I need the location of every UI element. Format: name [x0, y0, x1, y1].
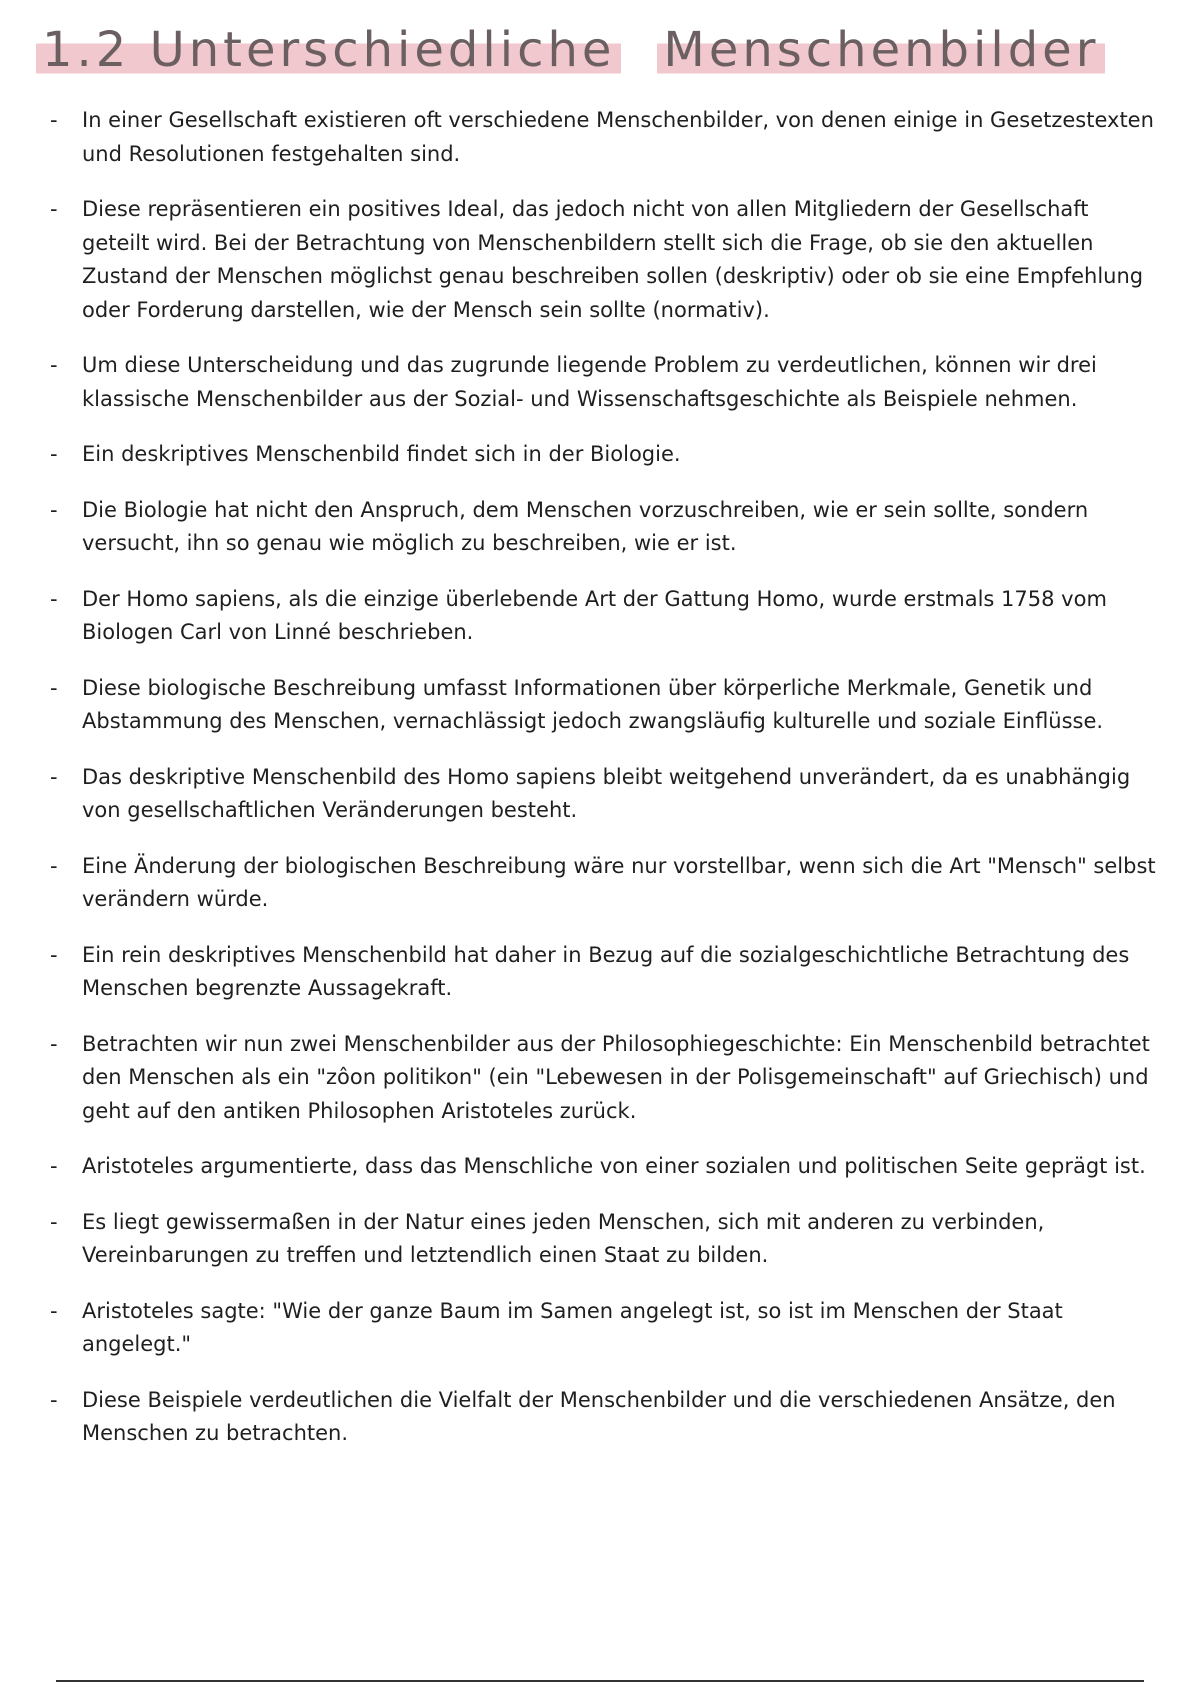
title-part-1: 1.2 Unterschiedliche	[36, 22, 621, 78]
bullet-dash: -	[50, 1298, 58, 1323]
bullet-dash: -	[50, 1387, 58, 1412]
bottom-divider	[56, 1680, 1144, 1682]
title-part-2: Menschenbilder	[657, 22, 1105, 78]
bullet-dash: -	[50, 1031, 58, 1056]
list-item	[50, 438, 1160, 472]
list-item	[50, 1206, 1160, 1273]
list-item-text: Aristoteles argumentierte, dass das Menschliche von einer sozialen und politischen Seite geprägt ist.	[82, 1154, 1146, 1178]
list-item	[50, 1028, 1160, 1129]
list-item-text: Diese Beispiele verdeutlichen die Vielfalt der Menschenbilder und die verschiedenen Ansätze, den Menschen zu betrachten.	[82, 1387, 1116, 1445]
bullet-dash: -	[50, 1154, 58, 1178]
list-item	[50, 1384, 1160, 1451]
list-item	[50, 494, 1160, 561]
list-item	[50, 672, 1160, 739]
list-item	[50, 104, 1160, 171]
bullet-dash: -	[50, 197, 58, 221]
list-item-text: Das deskriptive Menschenbild des Homo sapiens bleibt weitgehend unverändert, da es unabhängig von gesellschaftlichen Veränderungen besteht.	[82, 764, 1131, 822]
list-item	[50, 1295, 1160, 1362]
list-item-text: Eine Änderung der biologischen Beschreibung wäre nur vorstellbar, wenn sich die Art "Mensch" selbst verändern würde.	[82, 853, 1156, 911]
list-item-text: Um diese Unterscheidung und das zugrunde liegende Problem zu verdeutlichen, können wir drei klassische Menschenbilder aus der Sozial- und Wissenschaftsgeschichte als Beispiele nehmen.	[82, 353, 1097, 411]
list-item	[50, 349, 1160, 416]
bullet-dash: -	[50, 764, 58, 789]
bullet-dash: -	[50, 675, 58, 700]
list-item-text: Betrachten wir nun zwei Menschenbilder aus der Philosophiegeschichte: Ein Menschenbild betrachtet den Menschen als ein "zôon politikon" (ein "Lebewesen in der Polisgemeinschaft" auf Griechisch) und geht auf den antiken Philosophen Aristoteles zurück.	[82, 1031, 1150, 1123]
bullet-dash: -	[50, 497, 58, 522]
list-item-text: In einer Gesellschaft existieren oft verschiedene Menschenbilder, von denen einige in Gesetzestexten und Resolutionen festgehalten sind.	[82, 108, 1154, 166]
list-item-text: Ein rein deskriptives Menschenbild hat daher in Bezug auf die sozialgeschichtliche Betrachtung des Menschen begrenzte Aussagekraft.	[82, 942, 1130, 1000]
list-item	[50, 193, 1160, 327]
list-item-text: Diese biologische Beschreibung umfasst Informationen über körperliche Merkmale, Genetik und Abstammung des Menschen, vernachlässigt jedoch zwangsläufig kulturelle und soziale Einflüsse.	[82, 675, 1104, 733]
list-item	[50, 850, 1160, 917]
bullet-dash: -	[50, 353, 58, 377]
list-item	[50, 583, 1160, 650]
bullet-dash: -	[50, 942, 58, 967]
list-item-text: Es liegt gewissermaßen in der Natur eines jeden Menschen, sich mit anderen zu verbinden, Vereinbarungen zu treffen und letztendlich einen Staat zu bilden.	[82, 1209, 1045, 1267]
list-item-text: Der Homo sapiens, als die einzige überlebende Art der Gattung Homo, wurde erstmals 1758 vom Biologen Carl von Linné beschrieben.	[82, 586, 1107, 644]
list-item-text: Aristoteles sagte: "Wie der ganze Baum im Samen angelegt ist, so ist im Menschen der Staat angelegt."	[82, 1298, 1063, 1356]
list-item-text: Diese repräsentieren ein positives Ideal, das jedoch nicht von allen Mitgliedern der Gesellschaft geteilt wird. Bei der Betrachtung von Menschenbildern stellt sich die Frage, ob sie den aktuellen Zustand der Menschen möglichst genau beschreiben sollen (deskriptiv) oder ob sie eine Empfehlung oder Forderung darstellen, wie der Mensch sein sollte (normativ).	[82, 197, 1144, 322]
bullet-dash: -	[50, 442, 58, 466]
list-item-text: Ein deskriptives Menschenbild findet sich in der Biologie.	[82, 442, 681, 466]
bullet-dash: -	[50, 853, 58, 878]
list-item	[50, 761, 1160, 828]
list-item-text: Die Biologie hat nicht den Anspruch, dem Menschen vorzuschreiben, wie er sein sollte, sondern versucht, ihn so genau wie möglich zu beschreiben, wie er ist.	[82, 497, 1089, 555]
bullet-dash: -	[50, 586, 58, 611]
list-item	[50, 1150, 1160, 1184]
bullet-list	[50, 104, 1160, 1473]
list-item	[50, 939, 1160, 1006]
bullet-dash: -	[50, 1209, 58, 1234]
bullet-dash: -	[50, 108, 58, 132]
page-title	[36, 22, 1105, 78]
